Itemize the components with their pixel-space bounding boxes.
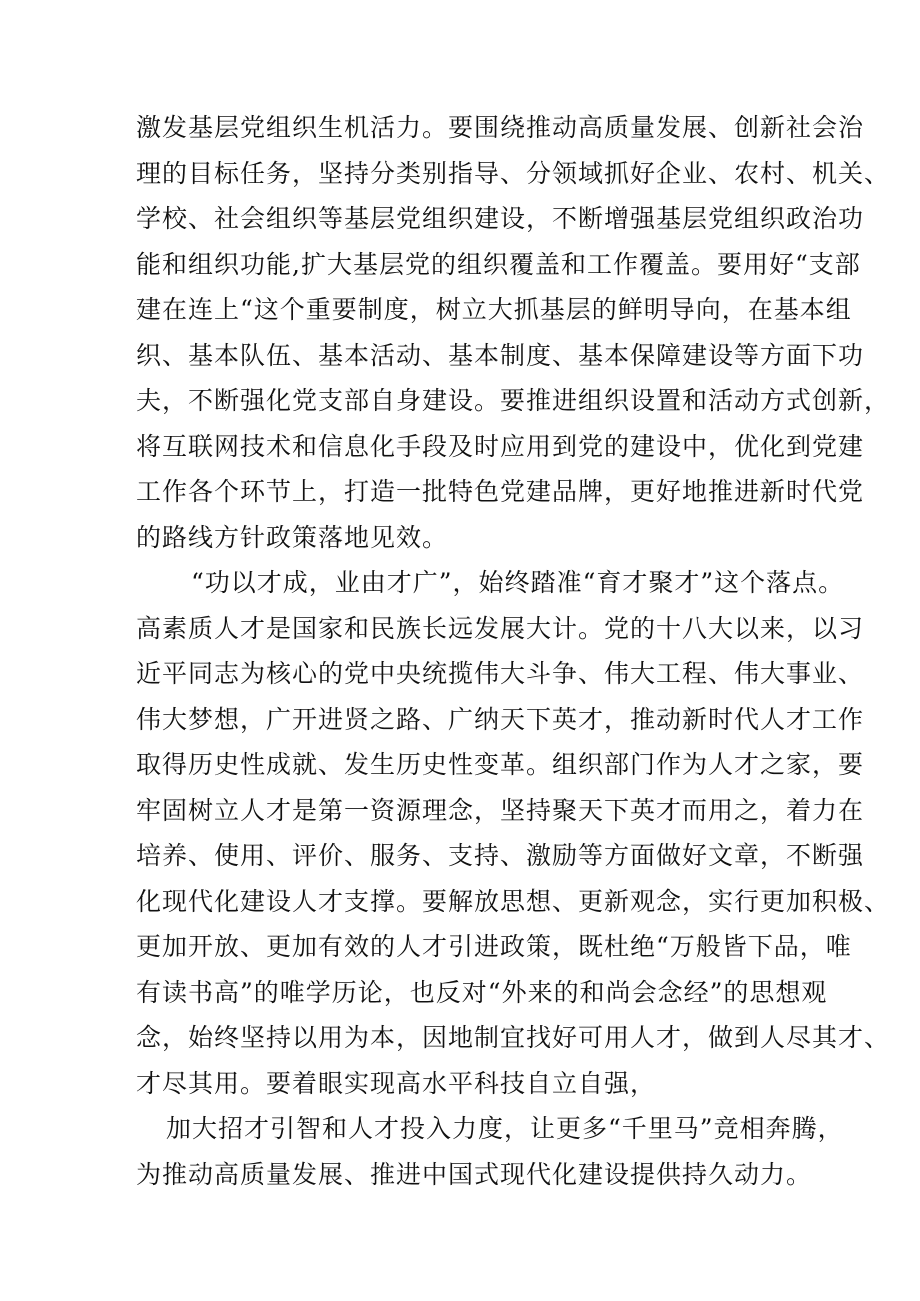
text-line-3: 学校、社会组织等基层党组织建设，不断增强基层党组织政治功: [136, 204, 865, 233]
text-line-23: 加大招才引智和人才投入力度，让更多“千里马”竞相奔腾，: [166, 1114, 844, 1143]
text-line-13: 近平同志为核心的党中央统揽伟大斗争、伟大工程、伟大事业、: [136, 659, 865, 688]
text-line-5: 建在连上“这个重要制度，树立大抓基层的鲜明导向，在基本组: [136, 295, 852, 324]
text-line-22: 才尽其用。要着眼实现高水平科技自立自强，: [136, 1069, 657, 1098]
text-line-11: “功以才成，业由才广”，始终踏准“育才聚才”这个落点。: [191, 568, 845, 597]
text-line-16: 牢固树立人才是第一资源理念，坚持聚天下英才而用之，着力在: [136, 796, 865, 825]
text-line-9: 工作各个环节上，打造一批特色党建品牌，更好地推进新时代党: [136, 477, 865, 506]
text-line-4: 能和组织功能,扩大基层党的组织覆盖和工作覆盖。要用好“支部: [136, 250, 861, 279]
text-line-18: 化现代化建设人才支撑。要解放思想、更新观念，实行更加积极、: [136, 887, 891, 916]
text-line-19: 更加开放、更加有效的人才引进政策，既杜绝“万般皆下品，唯: [136, 932, 852, 961]
text-line-2: 理的目标任务，坚持分类别指导、分领域抓好企业、农村、机关、: [136, 159, 891, 188]
text-line-12: 高素质人才是国家和民族长远发展大计。党的十八大以来，以习: [136, 614, 865, 643]
text-line-8: 将互联网技术和信息化手段及时应用到党的建设中，优化到党建: [136, 432, 865, 461]
text-line-1: 激发基层党组织生机活力。要围绕推动高质量发展、创新社会治: [136, 113, 865, 142]
text-line-14: 伟大梦想，广开进贤之路、广纳天下英才，推动新时代人才工作: [136, 705, 865, 734]
text-line-17: 培养、使用、评价、服务、支持、激励等方面做好文章，不断强: [136, 841, 865, 870]
text-line-10: 的路线方针政策落地见效。: [136, 523, 449, 552]
text-line-21: 念，始终坚持以用为本，因地制宜找好可用人才，做到人尽其才、: [136, 1023, 891, 1052]
text-line-7: 夫，不断强化党支部自身建设。要推进组织设置和活动方式创新，: [136, 386, 891, 415]
text-line-15: 取得历史性成就、发生历史性变革。组织部门作为人才之家，要: [136, 750, 865, 779]
text-line-20: 有读书高”的唯学历论，也反对“外来的和尚会念经”的思想观: [136, 978, 828, 1007]
text-line-6: 织、基本队伍、基本活动、基本制度、基本保障建设等方面下功: [136, 341, 865, 370]
text-line-24: 为推动高质量发展、推进中国式现代化建设提供持久动力。: [136, 1160, 813, 1189]
